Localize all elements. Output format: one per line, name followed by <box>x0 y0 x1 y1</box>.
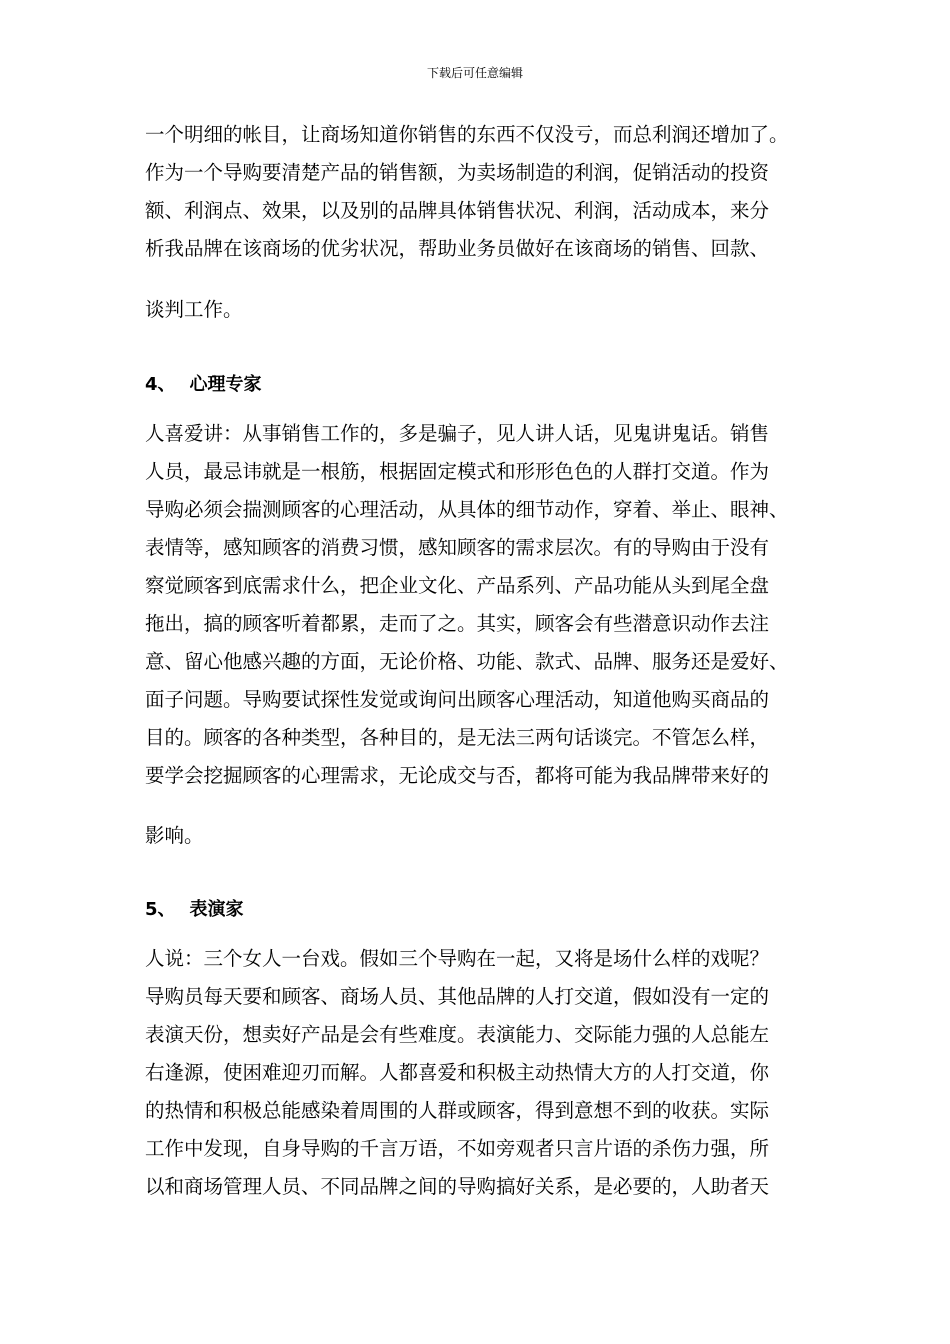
paragraph-line: 表情等，感知顾客的消费习惯，感知顾客的需求层次。有的导购由于没有 <box>145 536 770 559</box>
paragraph-line: 析我品牌在该商场的优劣状况，帮助业务员做好在该商场的销售、回款、 <box>145 237 770 260</box>
paragraph-line: 目的。顾客的各种类型，各种目的，是无法三两句话谈完。不管怎么样， <box>145 726 770 749</box>
paragraph-line: 的热情和积极总能感染着周围的人群或顾客，得到意想不到的收获。实际 <box>145 1099 770 1122</box>
paragraph-line: 人员，最忌讳就是一根筋，根据固定模式和形形色色的人群打交道。作为 <box>145 460 770 483</box>
section-number: 5、 <box>145 899 176 920</box>
page-header: 下载后可任意编辑 <box>426 66 523 80</box>
paragraph-line: 意、留心他感兴趣的方面，无论价格、功能、款式、品牌、服务还是爱好、 <box>145 650 789 673</box>
paragraph-line: 导购必须会揣测顾客的心理活动，从具体的细节动作，穿着、举止、眼神、 <box>145 498 789 521</box>
paragraph-line: 察觉顾客到底需求什么，把企业文化、产品系列、产品功能从头到尾全盘 <box>145 574 770 597</box>
paragraph-line: 工作中发现，自身导购的千言万语，不如旁观者只言片语的杀伤力强，所 <box>145 1137 770 1160</box>
paragraph-line: 以和商场管理人员、不同品牌之间的导购搞好关系，是必要的，人助者天 <box>145 1175 770 1198</box>
paragraph-line: 要学会挖掘顾客的心理需求，无论成交与否，都将可能为我品牌带来好的 <box>145 764 770 787</box>
section-title: 心理专家 <box>189 374 262 395</box>
paragraph-line: 人说：三个女人一台戏。假如三个导购在一起，又将是场什么样的戏呢？ <box>145 947 770 970</box>
section-heading-5 <box>145 897 244 923</box>
paragraph-line: 面子问题。导购要试探性发觉或询问出顾客心理活动，知道他购买商品的 <box>145 688 770 711</box>
paragraph-line: 影响。 <box>145 824 204 847</box>
section-heading-4 <box>145 372 262 398</box>
paragraph-line: 人喜爱讲：从事销售工作的，多是骗子，见人讲人话，见鬼讲鬼话。销售 <box>145 422 770 445</box>
section-title: 表演家 <box>189 899 244 920</box>
paragraph-line: 额、利润点、效果，以及别的品牌具体销售状况、利润，活动成本，来分 <box>145 199 770 222</box>
paragraph-line: 表演天份，想卖好产品是会有些难度。表演能力、交际能力强的人总能左 <box>145 1023 770 1046</box>
paragraph-line: 拖出，搞的顾客听着都累，走而了之。其实，顾客会有些潜意识动作去注 <box>145 612 770 635</box>
paragraph-line: 导购员每天要和顾客、商场人员、其他品牌的人打交道，假如没有一定的 <box>145 985 770 1008</box>
paragraph-line: 作为一个导购要清楚产品的销售额，为卖场制造的利润，促销活动的投资 <box>145 161 770 184</box>
section-number: 4、 <box>145 374 176 395</box>
paragraph-line: 一个明细的帐目，让商场知道你销售的东西不仅没亏，而总利润还增加了。 <box>145 123 789 146</box>
paragraph-line: 右逢源，使困难迎刃而解。人都喜爱和积极主动热情大方的人打交道，你 <box>145 1061 770 1084</box>
paragraph-line: 谈判工作。 <box>145 298 243 321</box>
